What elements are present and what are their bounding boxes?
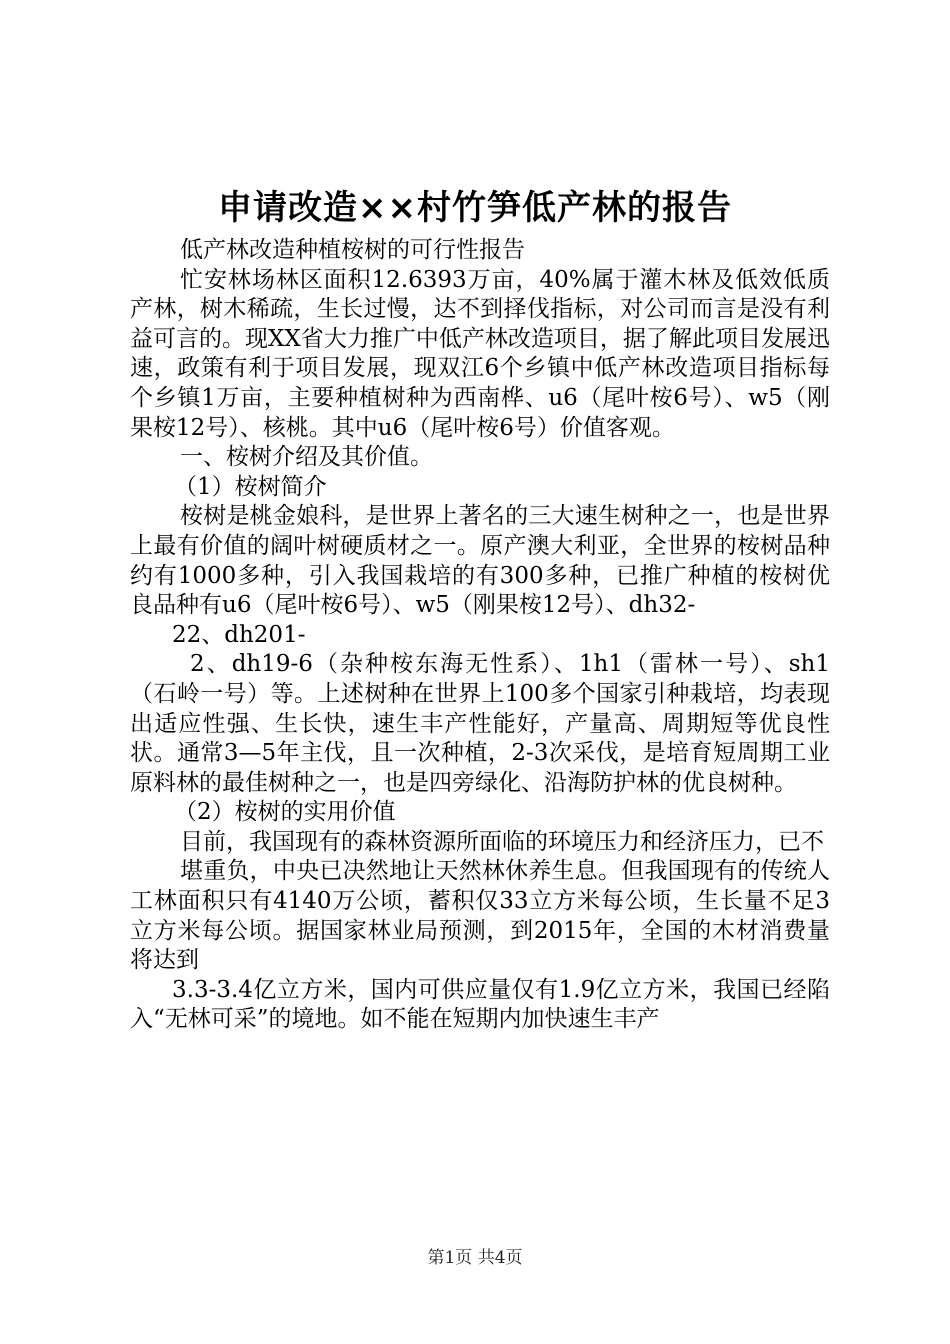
paragraph-eucalyptus-varieties: 2、dh19-6（杂种桉东海无性系）、1h1（雷林一号）、sh1（石岭一号）等。上述树种在世界上100多个国家引种栽培，均表现出适应性强、生长快，速生丰产性能好，产量高、周期短等优良性状。通常3—5年主伐，且一次种植，2-3次采伐，是培育短周期工业原料林的最佳树种之一，也是四旁绿化、沿海防护林的优良树种。 xyxy=(130,651,830,796)
subsection-heading-2: （2）桉树的实用价值 xyxy=(174,799,396,826)
subsection-heading-1: （1）桉树简介 xyxy=(174,473,327,500)
paragraph-current-situation: 目前，我国现有的森林资源所面临的环境压力和经济压力，已不 xyxy=(180,828,824,855)
paragraph-forest-pressure: 堪重负，中央已决然地让天然林休养生息。但我国现有的传统人工林面积只有4140万公顷，蓄积仅33立方米每公顷，生长量不足3立方米每公顷。据国家林业局预测，到2015年，全国的木材消费量将达到 xyxy=(130,858,830,974)
section-heading-1: 一、桉树介绍及其价值。 xyxy=(180,444,433,471)
paragraph-intro: 忙安林场林区面积12.6393万亩，40%属于灌木林及低效低质产林，树木稀疏，生长过慢，达不到择伐指标，对公司而言是没有利益可言的。现XX省大力推广中低产林改造项目，据了解此项目发展迅速，政策有利于项目发展，现双江6个乡镇中低产林改造项目指标每个乡镇1万亩，主要种植树种为西南桦、u6（尾叶桉6号）、w5（刚果桉12号）、核桃。其中u6（尾叶桉6号）价值客观。 xyxy=(130,266,830,441)
paragraph-subtitle: 低产林改造种植桉树的可行性报告 xyxy=(180,237,525,263)
page-title: 申请改造××村竹笋低产林的报告 xyxy=(218,188,732,228)
document-body xyxy=(130,236,830,1035)
page-footer: 第1页 共4页 xyxy=(427,1248,523,1268)
paragraph-timber-supply: 3.3-3.4亿立方米，国内可供应量仅有1.9亿立方米，我国已经陷入“无林可采”的境地。如不能在短期内加快速生丰产 xyxy=(130,976,830,1033)
paragraph-eucalyptus-intro: 桉树是桃金娘科，是世界上著名的三大速生树种之一，也是世界上最有价值的阔叶树硬质材之一。原产澳大利亚，全世界的桉树品种约有1000多种，引入我国栽培的有300多种，已推广种植的桉树优良品种有u6（尾叶桉6号）、w5（刚果桉12号）、dh32- xyxy=(130,503,830,619)
paragraph-fragment-1: 22、dh201- xyxy=(172,621,306,648)
